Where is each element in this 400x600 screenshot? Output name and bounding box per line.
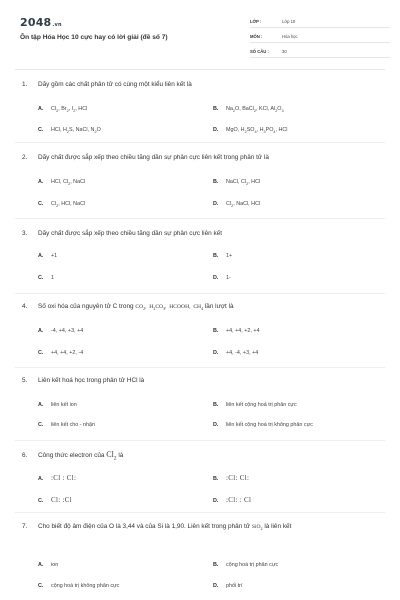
question-text: Dãy chất được sắp xếp theo chiều tăng dần sự phân cực liên kết trong phân tử là	[38, 154, 269, 161]
option-a[interactable]	[38, 179, 85, 185]
page-title: Ôn tập Hóa Học 10 cực hay có lời giải (đề số 7)	[20, 34, 168, 41]
question-number: 3.	[22, 230, 28, 237]
question-divider	[15, 440, 385, 441]
meta-row-subject	[250, 31, 390, 43]
option-letter: B.	[213, 402, 219, 408]
option-c[interactable]	[38, 583, 119, 589]
option-letter: B.	[213, 253, 219, 259]
option-c[interactable]	[38, 201, 85, 207]
option-text: 1-	[226, 275, 231, 281]
question-divider	[15, 218, 385, 219]
option-c[interactable]	[38, 496, 72, 504]
option-text: phối trí	[226, 583, 243, 589]
meta-value: Lớp 10	[282, 19, 296, 24]
option-letter: A.	[38, 328, 44, 334]
option-d[interactable]	[213, 496, 251, 504]
option-letter: A.	[38, 562, 44, 568]
option-letter: C.	[38, 422, 44, 428]
option-text: HCl, $H_2S$, NaCl, $N_2O$	[51, 127, 101, 135]
option-d[interactable]	[213, 583, 242, 589]
option-d[interactable]	[213, 201, 260, 207]
question-stem	[22, 376, 382, 386]
option-b[interactable]	[213, 106, 284, 112]
option-letter: C.	[38, 201, 44, 207]
option-text: 1	[51, 275, 54, 281]
option-letter: B.	[213, 179, 219, 185]
question-formulas: $CO_2$, $H_2CO_3$, HCOOH, $CH_4$	[135, 304, 204, 312]
option-text: ion	[51, 562, 59, 568]
option-text: liên kết cộng hoá trị không phân cực	[226, 422, 313, 428]
meta-row-count	[250, 46, 390, 58]
question-stem	[22, 522, 382, 533]
option-text: +4, +4, +2, +4	[226, 328, 260, 334]
option-letter: B.	[213, 328, 219, 334]
option-b[interactable]	[213, 179, 260, 185]
question-number: 1.	[22, 81, 28, 88]
option-a[interactable]	[38, 402, 77, 408]
option-a[interactable]	[38, 562, 58, 568]
question-formula: SiO$_2$	[251, 524, 263, 532]
meta-key: SỐ CÂU :	[250, 49, 269, 54]
question-number: 5.	[22, 377, 28, 384]
option-text: cộng hoá trị phân cực	[226, 562, 279, 568]
option-letter: A.	[38, 402, 44, 408]
question-number: 4.	[22, 303, 28, 310]
option-a[interactable]	[38, 253, 57, 259]
option-text: 1+	[226, 253, 233, 259]
question-divider	[15, 367, 385, 368]
option-text: liên kết cho - nhận	[51, 422, 96, 428]
option-text: liên kết ion	[51, 402, 77, 408]
logo-text: 2048	[20, 16, 52, 29]
option-letter: A.	[38, 106, 44, 112]
meta-panel	[250, 16, 390, 61]
option-b[interactable]	[213, 328, 260, 334]
site-logo[interactable]	[20, 16, 62, 29]
option-text: Cl: :Cl	[51, 496, 72, 504]
option-text: +4, +4, +2, -4	[51, 350, 84, 356]
option-letter: B.	[213, 106, 219, 112]
option-text: +4, -4, +3, +4	[226, 350, 259, 356]
question-text: Liên kết hoá học trong phân tử HCl là	[38, 377, 145, 384]
question-number: 2.	[22, 154, 28, 161]
meta-value: Hóa học	[282, 34, 298, 39]
question-text-suffix: lần lượt là	[204, 303, 234, 310]
option-c[interactable]	[38, 127, 101, 133]
option-text: $Cl_2$, HCl, NaCl	[51, 201, 86, 209]
question-number: 6.	[22, 452, 28, 459]
logo-suffix: .vn	[52, 22, 62, 28]
option-text: cộng hoá trị không phân cực	[51, 583, 120, 589]
option-text: -4, +4, +3, +4	[51, 328, 84, 334]
question-divider	[15, 142, 385, 143]
option-letter: C.	[38, 275, 44, 281]
option-letter: C.	[38, 498, 44, 504]
option-letter: D.	[213, 275, 219, 281]
option-a[interactable]	[38, 106, 87, 112]
option-c[interactable]	[38, 350, 83, 356]
option-letter: C.	[38, 583, 44, 589]
question-text: Cho biết độ âm điện của O là 3,44 và của Si là 1,90. Liên kết trong phân tử	[38, 523, 251, 530]
option-b[interactable]	[213, 474, 249, 482]
option-text: NaCl, $Cl_2$, HCl	[226, 179, 261, 187]
option-letter: D.	[213, 350, 219, 356]
question-text: Công thức electron của	[38, 452, 105, 459]
option-letter: D.	[213, 422, 219, 428]
option-text: :Cl: Cl:	[226, 474, 250, 482]
option-b[interactable]	[213, 402, 297, 408]
question-divider	[15, 512, 385, 513]
question-stem	[22, 80, 382, 90]
meta-key: LỚP :	[250, 19, 262, 24]
question-stem	[22, 450, 382, 461]
option-d[interactable]	[213, 275, 231, 281]
question-stem	[22, 229, 382, 239]
question-text-suffix: là liên kết	[264, 523, 292, 530]
option-text: +1	[51, 253, 58, 259]
option-letter: A.	[38, 253, 44, 259]
option-text: $Cl_2$, $Br_2$, $I_2$, HCl	[51, 106, 88, 114]
option-a[interactable]	[38, 474, 76, 482]
option-text: $Na_2O$, BaCl$_2$, KCl, $Al_2O_3$	[226, 106, 284, 114]
page-header	[0, 0, 400, 68]
question-number: 7.	[22, 523, 28, 530]
meta-value: 30	[282, 49, 287, 54]
question-formula: $Cl_2$	[106, 450, 117, 462]
meta-key: MÔN :	[250, 34, 263, 39]
option-b[interactable]	[213, 562, 278, 568]
option-letter: D.	[213, 201, 219, 207]
option-letter: D.	[213, 498, 219, 504]
header-divider	[15, 69, 385, 70]
question-text: Số oxi hóa của nguyên tử C trong	[38, 303, 134, 310]
option-letter: B.	[213, 562, 219, 568]
question-text: Dãy chất được sắp xếp theo chiều tăng dần sự phân cực liên kết	[38, 230, 222, 237]
option-letter: D.	[213, 127, 219, 133]
question-stem	[22, 302, 382, 313]
question-stem	[22, 153, 382, 163]
option-letter: A.	[38, 476, 44, 482]
meta-row-class	[250, 16, 390, 28]
option-text: :Cl: : Cl	[226, 496, 252, 504]
option-c[interactable]	[38, 275, 54, 281]
option-c[interactable]	[38, 422, 95, 428]
option-text: MgO, $H_2SO_4$, $H_3PO_4$, HCl	[226, 127, 288, 135]
option-text: $Cl_2$, NaCl, HCl	[226, 201, 261, 209]
option-d[interactable]	[213, 350, 258, 356]
option-a[interactable]	[38, 328, 83, 334]
option-letter: D.	[213, 583, 219, 589]
option-b[interactable]	[213, 253, 232, 259]
option-text: liên kết cộng hoá trị phân cực	[226, 402, 297, 408]
option-d[interactable]	[213, 422, 313, 428]
option-text: :Cl : Cl:	[51, 474, 77, 482]
question-text: Dãy gồm các chất phân tử có cùng một kiểu liên kết là	[38, 81, 192, 88]
question-divider	[15, 293, 385, 294]
option-letter: B.	[213, 476, 219, 482]
option-letter: C.	[38, 350, 44, 356]
option-text: HCl, $Cl_2$, NaCl	[51, 179, 86, 187]
option-letter: C.	[38, 127, 44, 133]
option-d[interactable]	[213, 127, 287, 133]
question-text-suffix: là	[118, 452, 124, 459]
option-letter: A.	[38, 179, 44, 185]
